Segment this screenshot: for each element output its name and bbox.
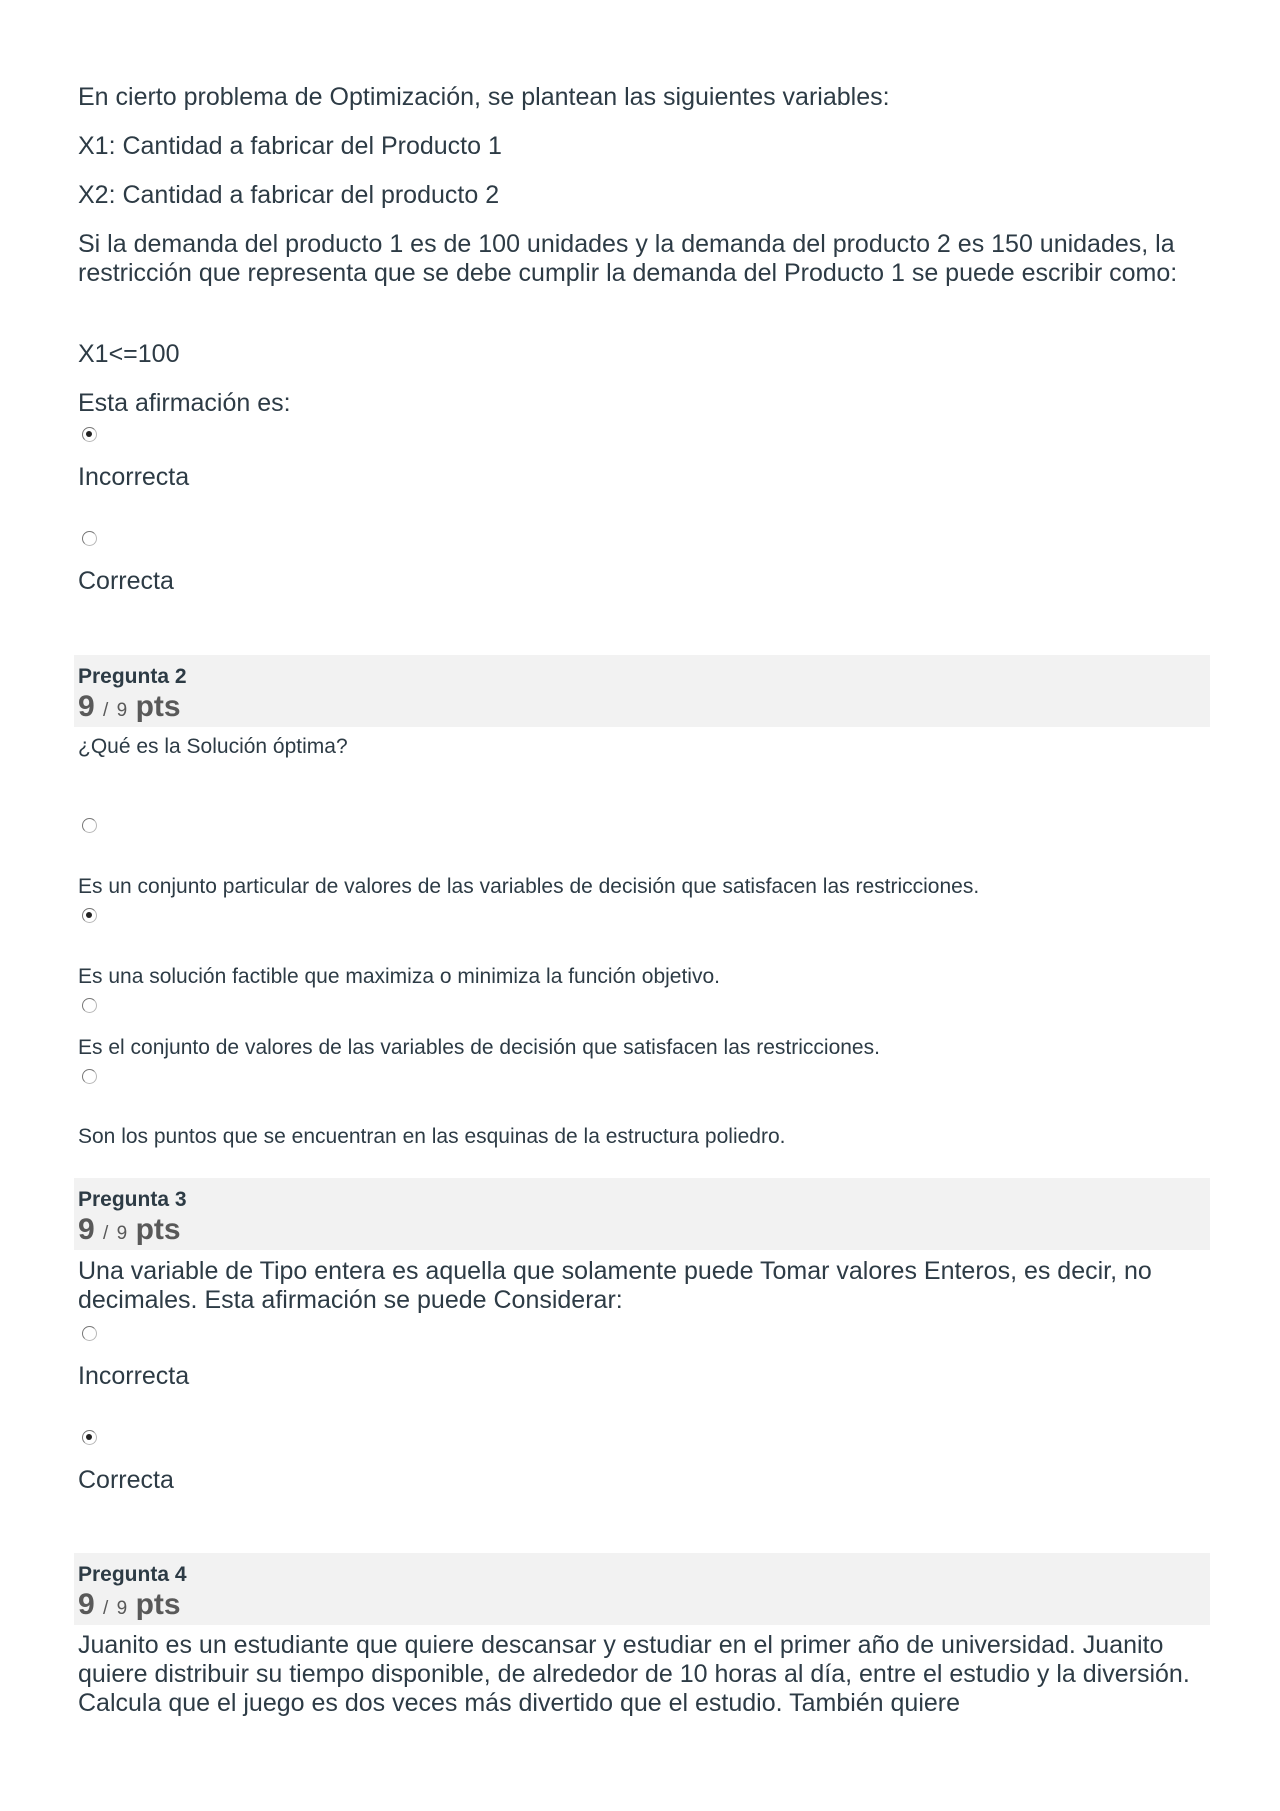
question-2-title: Pregunta 2 bbox=[78, 665, 187, 688]
q1-option-2-radio[interactable] bbox=[82, 531, 97, 546]
question-3-text: Una variable de Tipo entera es aquella que solamente puede Tomar valores Enteros, es decir, no decimales. Esta afirmación se puede Considerar: bbox=[78, 1257, 1152, 1314]
q1-intro-line: En cierto problema de Optimización, se plantean las siguientes variables: bbox=[78, 83, 890, 111]
q1-question-text: Si la demanda del producto 1 es de 100 unidades y la demanda del producto 2 es 150 unidades, la restricción que representa que se debe cumplir la demanda del Producto 1 se puede escribir como: bbox=[78, 230, 1178, 287]
q2-option-1-label[interactable]: Es un conjunto particular de valores de las variables de decisión que satisfacen las restricciones. bbox=[78, 875, 980, 898]
q2-score-max: 9 bbox=[116, 700, 128, 721]
q1-option-2-label[interactable]: Correcta bbox=[78, 567, 174, 595]
question-4-text: Juanito es un estudiante que quiere descansar y estudiar en el primer año de universidad. Juanito quiere distribuir su tiempo disponible, de alrededor de 10 horas al día, entre el estudio y la diversión. Calcula que el juego es dos veces más divertido que el estudio. También quiere bbox=[78, 1631, 1190, 1717]
q1-option-1-radio[interactable] bbox=[82, 427, 97, 442]
question-3-title: Pregunta 3 bbox=[78, 1188, 187, 1211]
q3-option-2-radio[interactable] bbox=[82, 1430, 97, 1445]
question-4-header bbox=[74, 1553, 1210, 1625]
q3-option-2-label[interactable]: Correcta bbox=[78, 1466, 174, 1494]
question-3-header bbox=[74, 1178, 1210, 1250]
q3-option-1-label[interactable]: Incorrecta bbox=[78, 1362, 190, 1390]
q4-score-value: 9 bbox=[78, 1588, 95, 1621]
q2-score-value: 9 bbox=[78, 690, 95, 723]
q1-option-1-label[interactable]: Incorrecta bbox=[78, 463, 190, 491]
q3-score-value: 9 bbox=[78, 1213, 95, 1246]
q3-score-unit: pts bbox=[135, 1213, 181, 1246]
q1-variable-x2: X2: Cantidad a fabricar del producto 2 bbox=[78, 181, 500, 209]
q2-option-4-radio[interactable] bbox=[82, 1069, 97, 1084]
question-2-score bbox=[78, 691, 181, 727]
q2-option-2-label[interactable]: Es una solución factible que maximiza o minimiza la función objetivo. bbox=[78, 965, 720, 988]
q1-prompt: Esta afirmación es: bbox=[78, 389, 291, 417]
q1-variable-x1: X1: Cantidad a fabricar del Producto 1 bbox=[78, 132, 502, 160]
question-4-score bbox=[78, 1589, 181, 1625]
q2-option-4-label[interactable]: Son los puntos que se encuentran en las esquinas de la estructura poliedro. bbox=[78, 1125, 786, 1148]
q2-option-2-radio[interactable] bbox=[82, 908, 97, 923]
q4-score-unit: pts bbox=[135, 1588, 181, 1621]
q4-score-sep: / bbox=[103, 1598, 109, 1619]
q2-score-unit: pts bbox=[135, 690, 181, 723]
question-4-title: Pregunta 4 bbox=[78, 1563, 187, 1586]
q3-score-max: 9 bbox=[116, 1223, 128, 1244]
q3-score-sep: / bbox=[103, 1223, 109, 1244]
q2-option-3-radio[interactable] bbox=[82, 998, 97, 1013]
q1-formula: X1<=100 bbox=[78, 340, 180, 368]
q2-option-3-label[interactable]: Es el conjunto de valores de las variables de decisión que satisfacen las restricciones. bbox=[78, 1036, 880, 1059]
q2-score-sep: / bbox=[103, 700, 109, 721]
q2-option-1-radio[interactable] bbox=[82, 818, 97, 833]
question-3-score bbox=[78, 1214, 181, 1250]
q3-option-1-radio[interactable] bbox=[82, 1326, 97, 1341]
question-2-header bbox=[74, 655, 1210, 727]
question-2-text: ¿Qué es la Solución óptima? bbox=[78, 735, 348, 758]
q4-score-max: 9 bbox=[116, 1598, 128, 1619]
